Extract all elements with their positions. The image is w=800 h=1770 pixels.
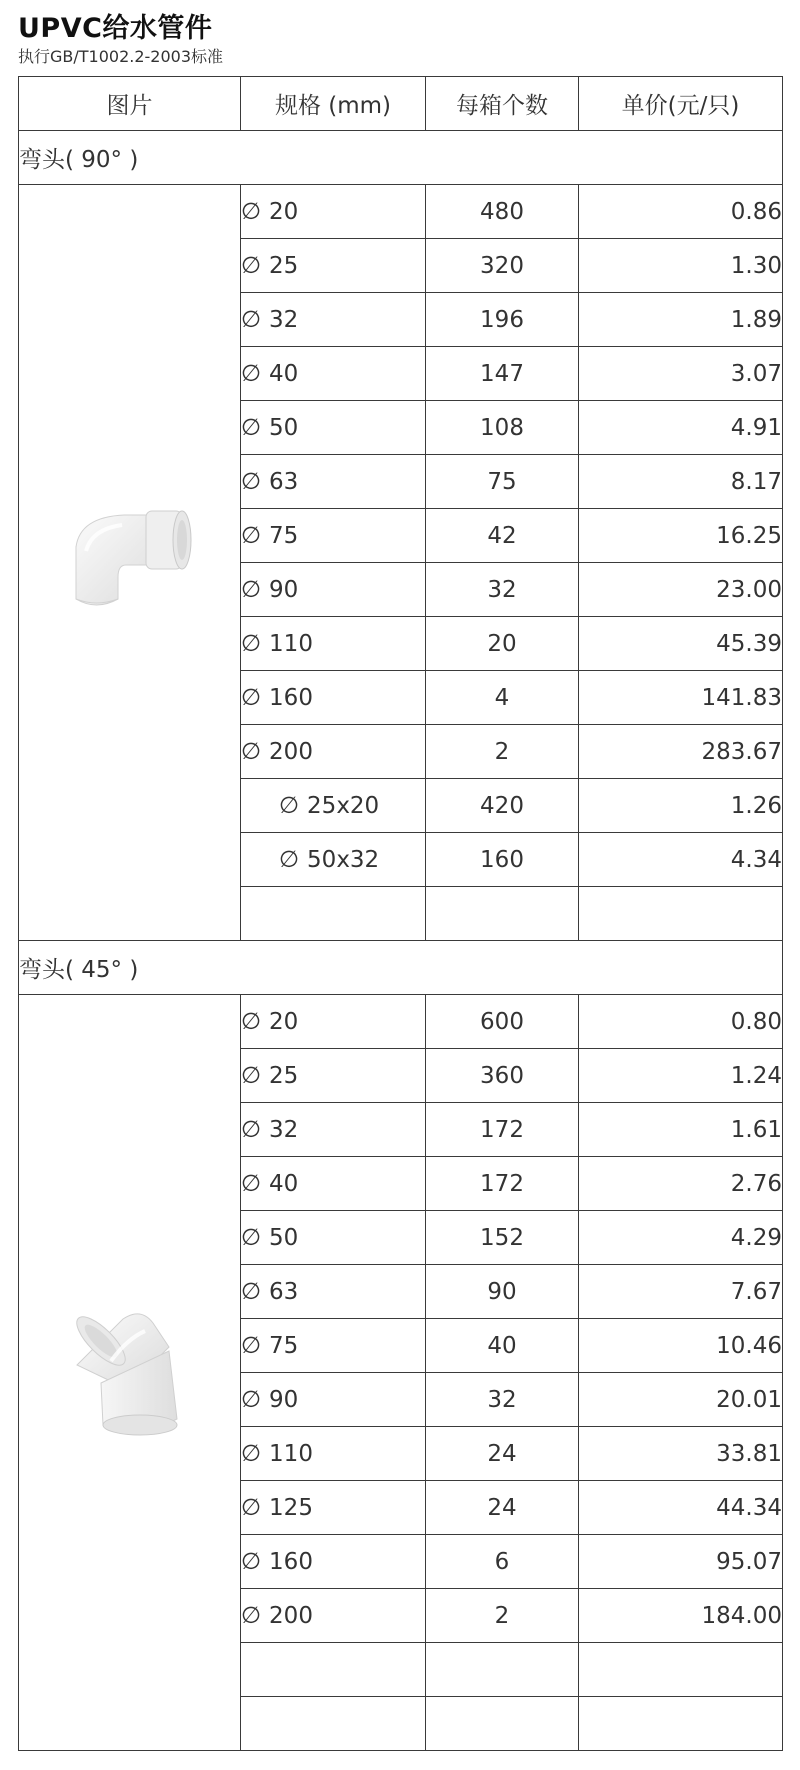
header-spec: 规格 (mm) <box>241 77 426 131</box>
spec-value: 20 <box>269 198 299 225</box>
per-box-cell: 160 <box>426 833 579 887</box>
diameter-symbol: ∅ <box>241 684 262 711</box>
unit-price-cell: 1.61 <box>579 1103 783 1157</box>
spec-cell <box>241 1589 426 1643</box>
per-box-cell: 20 <box>426 617 579 671</box>
per-box-cell: 2 <box>426 1589 579 1643</box>
per-box-cell: 32 <box>426 563 579 617</box>
elbow-45-icon <box>71 1301 189 1439</box>
spec-value: 40 <box>269 360 299 387</box>
unit-price-cell: 45.39 <box>579 617 783 671</box>
per-box-cell: 172 <box>426 1103 579 1157</box>
diameter-symbol: ∅ <box>241 306 262 333</box>
unit-price-cell: 20.01 <box>579 1373 783 1427</box>
unit-price-cell: 0.80 <box>579 995 783 1049</box>
diameter-symbol: ∅ <box>279 846 300 873</box>
per-box-cell: 108 <box>426 401 579 455</box>
diameter-symbol: ∅ <box>241 1116 262 1143</box>
spec-cell <box>241 1373 426 1427</box>
spec-cell <box>241 725 426 779</box>
per-box-cell: 24 <box>426 1427 579 1481</box>
spec-value: 25 <box>269 1062 299 1089</box>
unit-price-cell: 0.86 <box>579 185 783 239</box>
section-title: 弯头( 90° ) <box>19 131 783 185</box>
spec-cell <box>241 671 426 725</box>
diameter-symbol: ∅ <box>241 414 262 441</box>
spec-cell <box>241 509 426 563</box>
unit-price-cell: 44.34 <box>579 1481 783 1535</box>
spec-value: 50x32 <box>307 846 380 873</box>
spec-cell <box>241 293 426 347</box>
unit-price-cell <box>579 887 783 941</box>
per-box-cell: 152 <box>426 1211 579 1265</box>
unit-price-cell <box>579 1697 783 1751</box>
diameter-symbol: ∅ <box>241 198 262 225</box>
per-box-cell: 480 <box>426 185 579 239</box>
spec-value: 25 <box>269 252 299 279</box>
spec-cell <box>241 185 426 239</box>
spec-cell <box>241 1103 426 1157</box>
diameter-symbol: ∅ <box>241 1008 262 1035</box>
diameter-symbol: ∅ <box>241 1548 262 1575</box>
spec-cell <box>241 617 426 671</box>
spec-cell <box>241 347 426 401</box>
per-box-cell: 4 <box>426 671 579 725</box>
spec-value: 50 <box>269 414 299 441</box>
spec-value: 63 <box>269 468 299 495</box>
diameter-symbol: ∅ <box>241 522 262 549</box>
unit-price-cell: 4.34 <box>579 833 783 887</box>
spec-value: 200 <box>269 738 313 765</box>
unit-price-cell: 1.89 <box>579 293 783 347</box>
diameter-symbol: ∅ <box>241 468 262 495</box>
diameter-symbol: ∅ <box>241 252 262 279</box>
unit-price-cell: 2.76 <box>579 1157 783 1211</box>
header-unit-price: 单价(元/只) <box>579 77 783 131</box>
spec-cell <box>241 779 426 833</box>
diameter-symbol: ∅ <box>241 630 262 657</box>
diameter-symbol: ∅ <box>241 1440 262 1467</box>
per-box-cell: 196 <box>426 293 579 347</box>
diameter-symbol: ∅ <box>241 1332 262 1359</box>
per-box-cell: 600 <box>426 995 579 1049</box>
spec-value: 63 <box>269 1278 299 1305</box>
spec-cell <box>241 455 426 509</box>
header-image: 图片 <box>19 77 241 131</box>
spec-cell <box>241 833 426 887</box>
header-per-box: 每箱个数 <box>426 77 579 131</box>
spec-value: 90 <box>269 1386 299 1413</box>
spec-value: 110 <box>269 630 313 657</box>
unit-price-cell: 4.91 <box>579 401 783 455</box>
elbow-90-icon <box>66 507 194 613</box>
spec-value: 75 <box>269 1332 299 1359</box>
per-box-cell: 24 <box>426 1481 579 1535</box>
page-title: UPVC给水管件 <box>18 13 213 44</box>
per-box-cell <box>426 1643 579 1697</box>
per-box-cell: 32 <box>426 1373 579 1427</box>
diameter-symbol: ∅ <box>241 1602 262 1629</box>
table-row <box>19 185 783 239</box>
per-box-cell: 360 <box>426 1049 579 1103</box>
spec-value: 32 <box>269 306 299 333</box>
product-image-cell <box>19 185 241 941</box>
diameter-symbol: ∅ <box>241 1386 262 1413</box>
spec-value: 20 <box>269 1008 299 1035</box>
section-header-row <box>19 131 783 185</box>
section-header-row <box>19 941 783 995</box>
diameter-symbol: ∅ <box>241 1494 262 1521</box>
price-table <box>18 76 783 1751</box>
diameter-symbol: ∅ <box>241 1278 262 1305</box>
spec-cell <box>241 887 426 941</box>
spec-cell <box>241 1535 426 1589</box>
unit-price-cell: 1.26 <box>579 779 783 833</box>
unit-price-cell: 141.83 <box>579 671 783 725</box>
unit-price-cell: 3.07 <box>579 347 783 401</box>
per-box-cell: 6 <box>426 1535 579 1589</box>
unit-price-cell: 1.30 <box>579 239 783 293</box>
diameter-symbol: ∅ <box>241 738 262 765</box>
spec-cell <box>241 1319 426 1373</box>
per-box-cell: 90 <box>426 1265 579 1319</box>
diameter-symbol: ∅ <box>241 1170 262 1197</box>
per-box-cell: 147 <box>426 347 579 401</box>
unit-price-cell: 23.00 <box>579 563 783 617</box>
table-header-row <box>19 77 783 131</box>
section-title: 弯头( 45° ) <box>19 941 783 995</box>
spec-cell <box>241 1157 426 1211</box>
spec-value: 200 <box>269 1602 313 1629</box>
spec-cell <box>241 401 426 455</box>
unit-price-cell: 16.25 <box>579 509 783 563</box>
spec-cell <box>241 995 426 1049</box>
spec-value: 75 <box>269 522 299 549</box>
spec-cell <box>241 1427 426 1481</box>
spec-value: 32 <box>269 1116 299 1143</box>
spec-cell <box>241 1697 426 1751</box>
unit-price-cell: 1.24 <box>579 1049 783 1103</box>
spec-cell <box>241 239 426 293</box>
unit-price-cell: 184.00 <box>579 1589 783 1643</box>
diameter-symbol: ∅ <box>241 576 262 603</box>
diameter-symbol: ∅ <box>241 360 262 387</box>
spec-cell <box>241 1643 426 1697</box>
unit-price-cell <box>579 1643 783 1697</box>
per-box-cell <box>426 1697 579 1751</box>
spec-value: 110 <box>269 1440 313 1467</box>
diameter-symbol: ∅ <box>279 792 300 819</box>
spec-value: 160 <box>269 684 313 711</box>
spec-cell <box>241 1481 426 1535</box>
spec-value: 25x20 <box>307 792 380 819</box>
spec-cell <box>241 563 426 617</box>
unit-price-cell: 8.17 <box>579 455 783 509</box>
unit-price-cell: 95.07 <box>579 1535 783 1589</box>
spec-value: 125 <box>269 1494 313 1521</box>
unit-price-cell: 7.67 <box>579 1265 783 1319</box>
diameter-symbol: ∅ <box>241 1062 262 1089</box>
product-image-cell <box>19 995 241 1751</box>
per-box-cell: 172 <box>426 1157 579 1211</box>
spec-cell <box>241 1265 426 1319</box>
per-box-cell: 42 <box>426 509 579 563</box>
spec-value: 50 <box>269 1224 299 1251</box>
per-box-cell: 2 <box>426 725 579 779</box>
per-box-cell: 420 <box>426 779 579 833</box>
spec-cell <box>241 1049 426 1103</box>
spec-value: 40 <box>269 1170 299 1197</box>
per-box-cell: 320 <box>426 239 579 293</box>
spec-value: 90 <box>269 576 299 603</box>
unit-price-cell: 33.81 <box>579 1427 783 1481</box>
per-box-cell: 75 <box>426 455 579 509</box>
spec-value: 160 <box>269 1548 313 1575</box>
unit-price-cell: 4.29 <box>579 1211 783 1265</box>
per-box-cell <box>426 887 579 941</box>
standard-subtitle: 执行GB/T1002.2-2003标准 <box>18 47 224 66</box>
unit-price-cell: 10.46 <box>579 1319 783 1373</box>
spec-cell <box>241 1211 426 1265</box>
per-box-cell: 40 <box>426 1319 579 1373</box>
diameter-symbol: ∅ <box>241 1224 262 1251</box>
unit-price-cell: 283.67 <box>579 725 783 779</box>
table-row <box>19 995 783 1049</box>
